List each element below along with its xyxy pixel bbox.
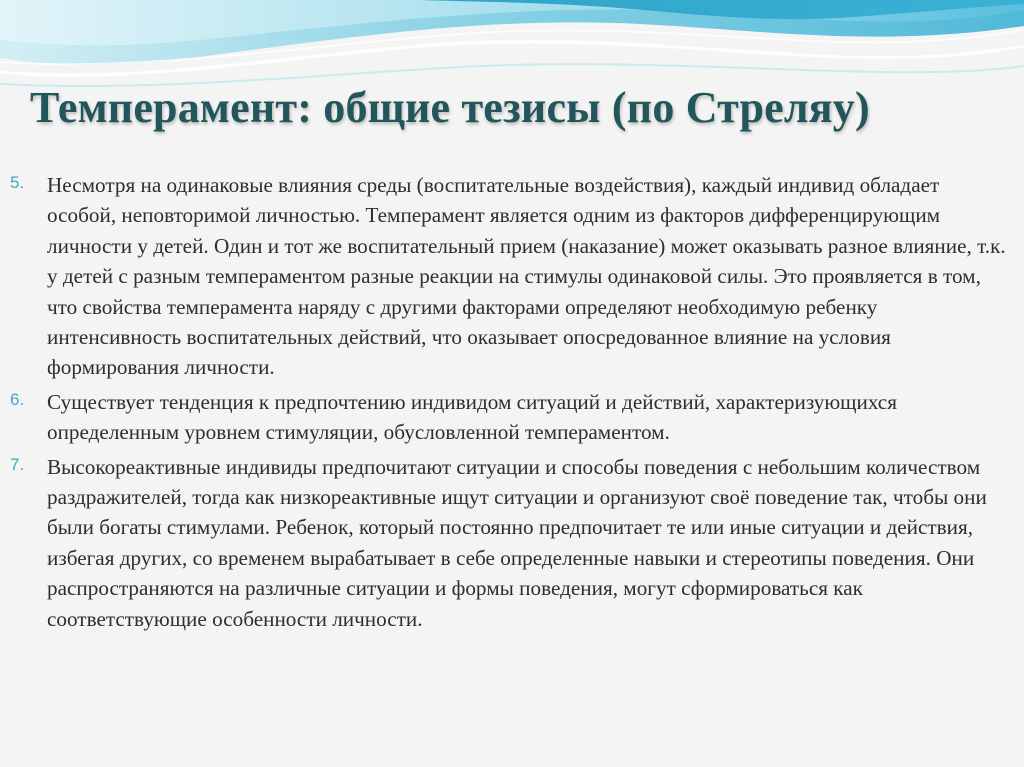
list-item-text: Несмотря на одинаковые влияния среды (воспитательные воздействия), каждый индивид обладает особой, неповторимой личностью. Темперамент является одним из факторов дифференцирующим личности у детей. Один и тот же воспитательный прием (наказание) может оказывать разное влияние, т.к. у детей с разным темпераментом разные реакции на стимулы одинаковой силы. Это проявляется в том, что свойства темперамента наряду с другими факторами определяют необходимую ребенку интенсивность воспитательных действий, что оказывает опосредованное влияние на условия формирования личности. [47,173,1006,380]
page-title: Темперамент: общие тезисы (по Стреляу) [30,83,870,132]
list-item-number: 7. [10,454,25,474]
list-item-text: Высокореактивные индивиды предпочитают ситуации и способы поведения с небольшим количеством раздражителей, тогда как низкореактивные ищут ситуации и организуют своё поведение так, чтобы они были богаты стимулами. Ребенок, который постоянно предпочитает те или иные ситуации и действия, избегая других, со временем вырабатывает в себе определенные навыки и стереотипы поведения. Они распространяются на различные ситуации и формы поведения, могут сформироваться как соответствующие особенности личности. [47,454,987,631]
list-item-number: 6. [10,389,25,409]
list-item [10,170,1010,383]
list-item-text: Существует тенденция к предпочтению индивидом ситуаций и действий, характеризующихся определенным уровнем стимуляции, обусловленной темпераментом. [47,389,897,445]
list-item [10,452,1010,634]
list-item-number: 5. [10,173,25,192]
numbered-list [10,170,1010,638]
list-item [10,387,1010,448]
